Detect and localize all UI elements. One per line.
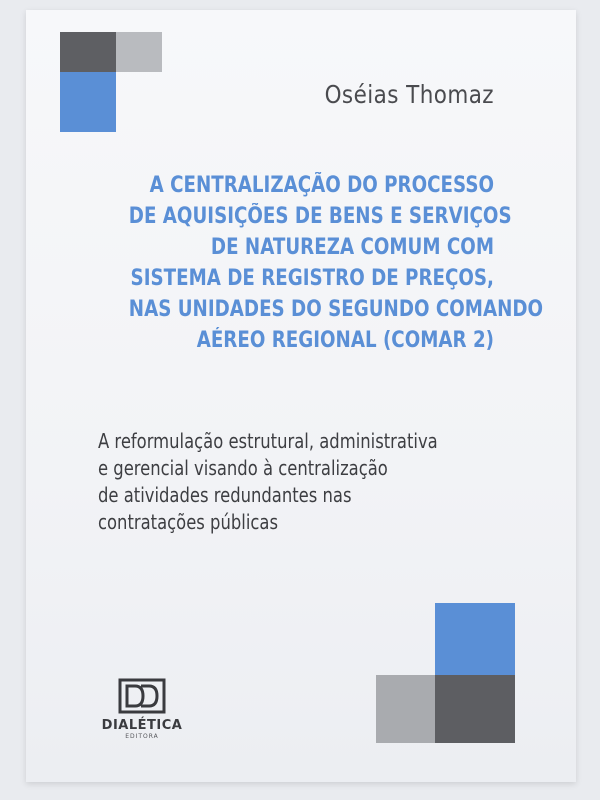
decor-square-blue-top	[60, 72, 116, 132]
title-line: A CENTRALIZAÇÃO DO PROCESSO	[149, 173, 494, 198]
title-line: DE NATUREZA COMUM COM	[210, 235, 494, 260]
title-line: DE AQUISIÇÕES DE BENS E SERVIÇOS	[128, 204, 512, 229]
decor-square-dark-top	[60, 32, 116, 72]
subtitle-line: contratações públicas	[98, 510, 278, 534]
author-name: Oséias Thomaz	[324, 80, 494, 109]
decor-square-light-top	[116, 32, 162, 72]
title-line: NAS UNIDADES DO SEGUNDO COMANDO	[128, 297, 544, 322]
title-line: SISTEMA DE REGISTRO DE PREÇOS,	[130, 266, 494, 291]
publisher-logo	[96, 678, 188, 740]
decor-square-light-bottom	[376, 675, 435, 743]
book-title	[54, 170, 544, 356]
subtitle-line: e gerencial visando à centralização	[98, 456, 388, 480]
subtitle-line: A reformulação estrutural, administrativa	[98, 429, 438, 453]
publisher-subtitle: EDITORA	[125, 733, 159, 740]
book-subtitle	[98, 428, 538, 536]
book-cover	[26, 10, 576, 782]
title-line: AÉREO REGIONAL (COMAR 2)	[196, 328, 495, 353]
subtitle-line: de atividades redundantes nas	[98, 483, 352, 507]
publisher-logo-icon	[118, 678, 166, 714]
publisher-name: DIALÉTICA	[101, 718, 183, 733]
decor-square-blue-bottom	[435, 603, 515, 675]
decor-square-dark-bottom	[435, 675, 515, 743]
